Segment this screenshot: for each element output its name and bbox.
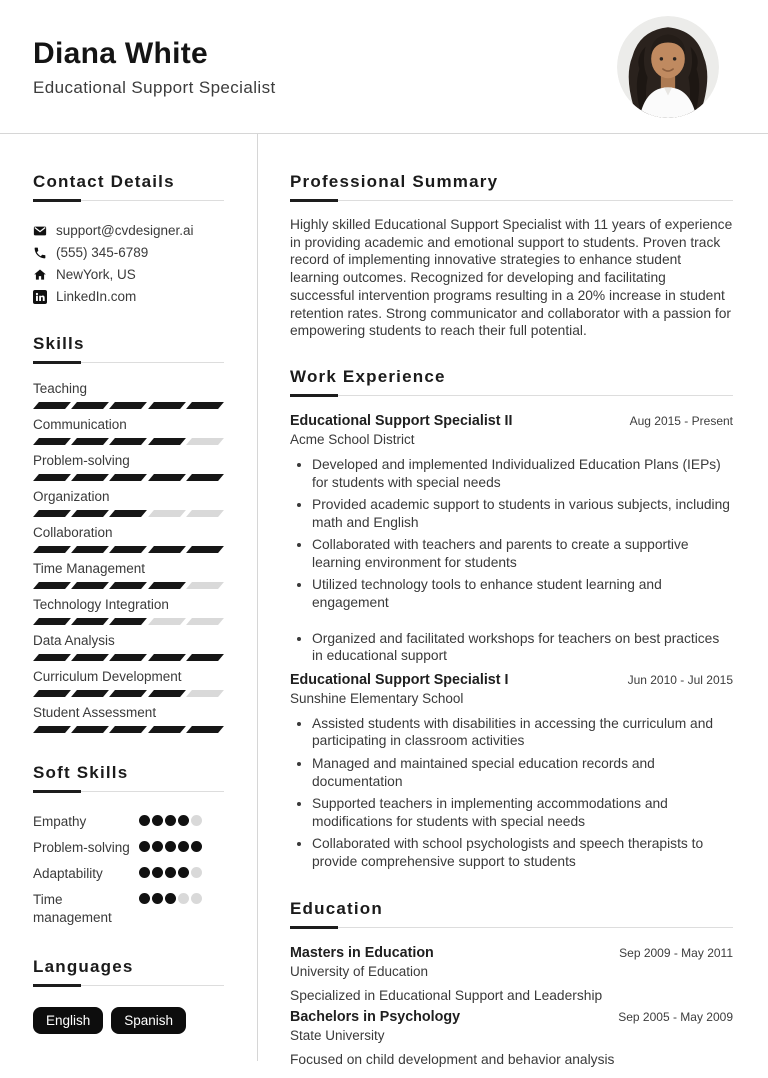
skill-bar-segment [33, 402, 71, 409]
skill-bar-segment [71, 690, 109, 697]
soft-skill-label: Time management [33, 892, 112, 925]
skill-bar-segment [109, 582, 147, 589]
soft-skill-label: Empathy [33, 814, 87, 829]
skill-bar-segment [33, 510, 71, 517]
skill-bar [33, 402, 224, 409]
skill-bar [33, 546, 224, 553]
school-name: State University [290, 1027, 385, 1043]
soft-skill-dot [152, 815, 163, 826]
skill-bar-segment [186, 690, 224, 697]
education-list [290, 945, 733, 1067]
soft-skill-dots [139, 865, 224, 878]
resume-header [0, 0, 768, 134]
skill-label: Time Management [33, 561, 146, 576]
skill-bar-segment [186, 474, 224, 481]
section-rule [290, 199, 733, 202]
skill-bar-segment [109, 402, 147, 409]
skill-bar-segment [33, 546, 71, 553]
skill-bar-segment [71, 726, 109, 733]
section-rule [33, 984, 224, 987]
contact-item [33, 223, 224, 238]
section-education [290, 899, 733, 1067]
job-dates: Jun 2010 - Jul 2015 [627, 672, 733, 687]
skill-bar-segment [148, 726, 186, 733]
languages-list [33, 1007, 224, 1034]
skill-item [33, 416, 224, 445]
section-experience [290, 367, 733, 871]
skill-bar-segment [109, 726, 147, 733]
soft-skill-dot [139, 841, 150, 852]
person-name: Diana White [33, 37, 208, 70]
education-header [290, 1009, 733, 1025]
skill-item [33, 668, 224, 697]
skill-item [33, 596, 224, 625]
job-bullet: • Provided academic support to students in various subjects, including math and English [312, 496, 733, 531]
skill-bar-segment [33, 582, 71, 589]
skill-bar-segment [186, 582, 224, 589]
skills-heading: Skills [33, 334, 85, 353]
job-bullet: • Organized and facilitated workshops for teachers on best practices in educational support [312, 630, 733, 665]
right-column [258, 134, 768, 1067]
education-dates: Sep 2005 - May 2009 [618, 1009, 733, 1024]
education-header [290, 945, 733, 961]
left-column [0, 134, 258, 1061]
job-entry [290, 413, 733, 665]
job-bullet: • Developed and implemented Individualized Education Plans (IEPs) for students with special needs [312, 456, 733, 491]
section-soft-skills [33, 763, 224, 927]
skill-bar-segment [109, 474, 147, 481]
soft-skill-dot [152, 893, 163, 904]
skill-bar [33, 582, 224, 589]
email-icon [33, 224, 47, 238]
skill-bar-segment [109, 654, 147, 661]
job-bullet: • Managed and maintained special education records and documentation [312, 755, 733, 790]
soft-skill-label: Adaptability [33, 866, 103, 881]
skill-label: Organization [33, 489, 110, 504]
experience-heading: Work Experience [290, 366, 446, 386]
soft-skill-dot [152, 867, 163, 878]
skill-bar [33, 474, 224, 481]
soft-skill-dots [139, 813, 224, 826]
skill-bar-segment [33, 690, 71, 697]
skill-label: Teaching [33, 381, 88, 396]
section-rule [33, 361, 224, 364]
skill-bar-segment [186, 438, 224, 445]
linkedin-icon [33, 290, 47, 304]
soft-skill-dot [165, 867, 176, 878]
education-dates: Sep 2009 - May 2011 [619, 945, 733, 960]
skill-bar [33, 690, 224, 697]
skill-bar-segment [109, 546, 147, 553]
skill-bar [33, 438, 224, 445]
language-pill: Spanish [111, 1007, 186, 1034]
education-heading: Education [290, 898, 383, 918]
contact-text: LinkedIn.com [56, 289, 137, 304]
skill-bar-segment [186, 654, 224, 661]
education-entry [290, 945, 733, 1003]
skill-bar-segment [186, 510, 224, 517]
job-header [290, 413, 733, 429]
section-rule [290, 394, 733, 397]
skill-bar [33, 654, 224, 661]
job-company: Sunshine Elementary School [290, 690, 464, 706]
job-dates: Aug 2015 - Present [629, 413, 733, 428]
skill-item [33, 524, 224, 553]
soft-skill-dot [178, 867, 189, 878]
soft-skill-dot [139, 815, 150, 826]
home-icon [33, 268, 47, 282]
language-pill: English [33, 1007, 103, 1034]
skill-bar-segment [186, 402, 224, 409]
contact-heading: Contact Details [33, 172, 175, 191]
soft-skill-dot [178, 841, 189, 852]
soft-skill-dot [165, 815, 176, 826]
skill-label: Student Assessment [33, 705, 157, 720]
skill-bar [33, 510, 224, 517]
skill-bar-segment [71, 438, 109, 445]
job-title: Educational Support Specialist I [290, 671, 509, 688]
skill-bar-segment [186, 726, 224, 733]
person-job-title: Educational Support Specialist [33, 78, 276, 97]
soft-skill-dot [165, 893, 176, 904]
job-company: Acme School District [290, 431, 415, 447]
summary-heading: Professional Summary [290, 172, 499, 191]
job-bullet: • Assisted students with disabilities in accessing the curriculum and participating in classroom activities [312, 715, 733, 750]
skill-label: Data Analysis [33, 633, 115, 648]
skill-bar-segment [71, 402, 109, 409]
soft-skill-dots [139, 891, 224, 904]
skill-label: Problem-solving [33, 453, 130, 468]
skill-bar-segment [148, 438, 186, 445]
section-rule [33, 199, 224, 202]
education-entry [290, 1009, 733, 1067]
skill-bar-segment [148, 402, 186, 409]
contact-item [33, 289, 224, 304]
contact-list [33, 223, 224, 304]
soft-skill-dot [191, 841, 202, 852]
skill-bar-segment [186, 618, 224, 625]
soft-skill-dot [178, 815, 189, 826]
section-rule [33, 790, 224, 793]
soft-skill-item [33, 813, 224, 831]
soft-skill-dots [139, 839, 224, 852]
soft-skills-heading: Soft Skills [33, 763, 129, 782]
skill-bar-segment [33, 618, 71, 625]
skill-bar-segment [33, 654, 71, 661]
job-header [290, 672, 733, 688]
skill-bar-segment [71, 618, 109, 625]
skill-bar-segment [148, 510, 186, 517]
job-entry [290, 672, 733, 871]
soft-skill-dot [165, 841, 176, 852]
job-bullets [290, 456, 733, 665]
job-bullet: • Utilized technology tools to enhance student learning and engagement [312, 576, 733, 611]
degree-title: Bachelors in Psychology [290, 1008, 461, 1025]
skill-bar-segment [109, 690, 147, 697]
summary-text: Highly skilled Educational Support Specialist with 11 years of experience in providing academic and emotional support to students. Proven track record of implementing innovative strategies to enhance student learning outcomes. Recognized for developing and facilitating successful intervention programs resulting in a 20% increase in student retention rates. Strong communicator and collaborator with a passion for empowering students to reach their full potential. [290, 217, 733, 339]
soft-skill-dot [139, 893, 150, 904]
skill-bar [33, 618, 224, 625]
profile-photo [617, 16, 719, 118]
profile-photo-illustration [617, 16, 719, 118]
skill-item [33, 488, 224, 517]
job-bullet: • Supported teachers in implementing accommodations and modifications for students with special needs [312, 795, 733, 830]
skill-bar-segment [33, 474, 71, 481]
contact-text: support@cvdesigner.ai [56, 223, 194, 238]
jobs-list [290, 413, 733, 871]
skill-bar-segment [33, 726, 71, 733]
skill-label: Collaboration [33, 525, 113, 540]
skill-item [33, 452, 224, 481]
skill-bar-segment [148, 690, 186, 697]
soft-skill-item [33, 891, 224, 927]
soft-skill-label: Problem-solving [33, 840, 130, 855]
skill-item [33, 632, 224, 661]
contact-text: (555) 345-6789 [56, 245, 149, 260]
skill-bar-segment [71, 474, 109, 481]
school-name: University of Education [290, 963, 429, 979]
degree-title: Masters in Education [290, 944, 434, 961]
education-note: Focused on child development and behavior analysis [290, 1051, 615, 1067]
skill-bar-segment [109, 510, 147, 517]
section-contact [33, 172, 224, 304]
soft-skill-dot [178, 893, 189, 904]
education-note: Specialized in Educational Support and Leadership [290, 987, 603, 1003]
job-bullet: • Collaborated with school psychologists and speech therapists to provide comprehensive support to students [312, 835, 733, 870]
skill-item [33, 704, 224, 733]
section-summary [290, 172, 733, 340]
skill-bar-segment [33, 438, 71, 445]
section-languages [33, 957, 224, 1034]
skill-bar-segment [148, 582, 186, 589]
contact-item [33, 245, 224, 260]
soft-skill-dot [139, 867, 150, 878]
skill-label: Curriculum Development [33, 669, 182, 684]
skill-bar-segment [109, 618, 147, 625]
section-rule [290, 926, 733, 929]
soft-skills-list [33, 813, 224, 927]
soft-skill-dot [191, 867, 202, 878]
skill-bar-segment [71, 546, 109, 553]
soft-skill-dot [191, 893, 202, 904]
soft-skill-dot [152, 841, 163, 852]
skill-label: Technology Integration [33, 597, 169, 612]
skill-bar-segment [186, 546, 224, 553]
contact-item [33, 267, 224, 282]
skill-bar-segment [109, 438, 147, 445]
skill-bar-segment [148, 618, 186, 625]
job-bullet: • Collaborated with teachers and parents to create a supportive learning environment for students [312, 536, 733, 571]
skill-item [33, 380, 224, 409]
skill-bar-segment [71, 510, 109, 517]
soft-skill-item [33, 865, 224, 883]
section-skills [33, 334, 224, 733]
languages-heading: Languages [33, 957, 134, 976]
skill-bar-segment [148, 654, 186, 661]
skill-label: Communication [33, 417, 127, 432]
contact-text: NewYork, US [56, 267, 136, 282]
skills-list [33, 380, 224, 733]
job-title: Educational Support Specialist II [290, 412, 513, 429]
skill-item [33, 560, 224, 589]
skill-bar-segment [71, 654, 109, 661]
phone-icon [33, 246, 47, 260]
job-bullets [290, 715, 733, 871]
skill-bar-segment [71, 582, 109, 589]
skill-bar-segment [148, 474, 186, 481]
soft-skill-item [33, 839, 224, 857]
soft-skill-dot [191, 815, 202, 826]
skill-bar-segment [148, 546, 186, 553]
skill-bar [33, 726, 224, 733]
